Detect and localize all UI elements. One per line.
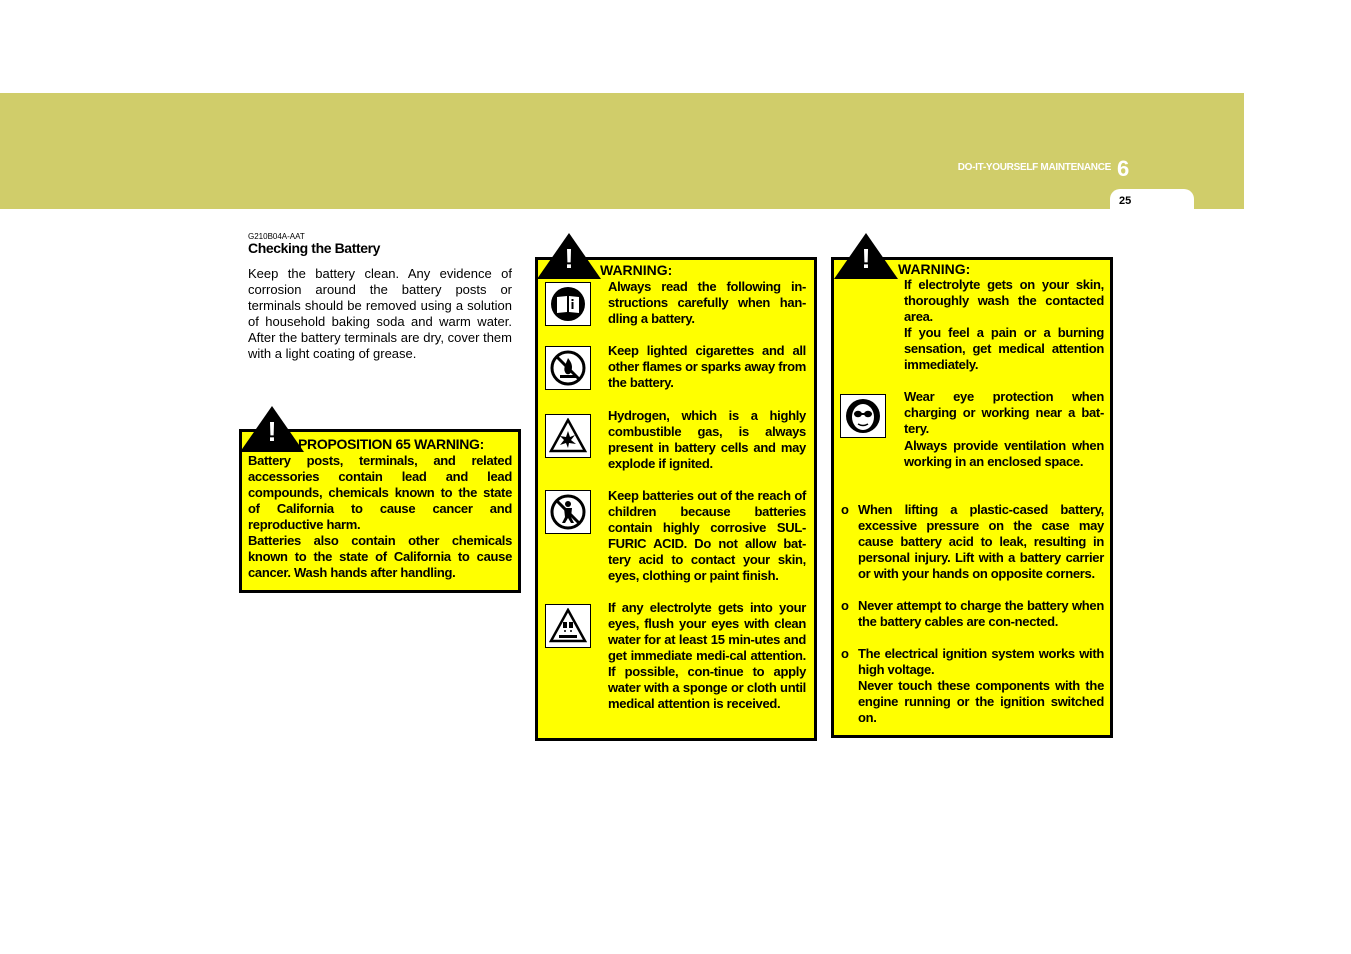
prop65-text-2: Batteries also contain other chemicals known to the state of California to cause cancer. Wash hands after handling. (248, 533, 512, 580)
bullet-item-2: Never attempt to charge the battery when the battery cables are con-nected. (858, 598, 1104, 629)
bullet-item-1: When lifting a plastic-cased battery, excessive pressure on the case may cause battery acid to leak, resulting in personal injury. Lift with a battery carrier or with your hands on opposite corners. (858, 502, 1104, 581)
section-title: DO-IT-YOURSELF MAINTENANCE (957, 162, 1111, 173)
warning-item-3: Hydrogen, which is a highly combustible gas, is always present in battery cells and may explode if ignited. (608, 408, 806, 471)
bullet-item-3: The electrical ignition system works with high voltage. Never touch these components with the engine running or the ignition switched on. (858, 646, 1104, 725)
page-heading: Checking the Battery (248, 240, 381, 256)
electrolyte-warning-title: WARNING: (898, 261, 971, 277)
exclamation-mark: ! (267, 416, 277, 447)
explosion-icon (545, 414, 591, 458)
electrolyte-text-2: If you feel a pain or a burning sensation, get medical attention immediately. (904, 325, 1104, 372)
battery-warning-title: WARNING: (600, 262, 673, 278)
eye-protection-icon (840, 394, 886, 438)
keep-children-away-icon (545, 490, 591, 534)
warning-item-5: If any electrolyte gets into your eyes, flush your eyes with clean water for at least 15 min-utes and get immediate medi-cal attention. If possible, con-tinue to apply water with a sponge or cloth until medical attention is received. (608, 600, 806, 711)
book-icon (545, 282, 591, 326)
bullet-marker: o (841, 502, 849, 517)
chapter-number: 6 (1117, 156, 1130, 181)
warning-item-2: Keep lighted cigarettes and all other flames or sparks away from the battery. (608, 343, 806, 390)
prop65-title: PROPOSITION 65 WARNING: (298, 436, 485, 452)
exclamation-mark: ! (564, 243, 574, 274)
body-paragraph: Keep the battery clean. Any evidence of corrosion around the battery posts or terminals should be removed using a solution of household baking soda and warm water. After the battery terminals are dry, cover them with a light coating of grease. (248, 266, 512, 361)
corrosive-icon (545, 604, 591, 648)
electrolyte-text-3: Wear eye protection when charging or working near a bat-tery. (904, 389, 1104, 436)
bullet-marker: o (841, 598, 849, 613)
bullet-marker: o (841, 646, 849, 661)
section-code: G210B04A-AAT (248, 232, 305, 241)
prop65-text-1: Battery posts, terminals, and related accessories contain lead and lead compounds, chemicals known to the state of California to cause cancer and reproductive harm. (248, 453, 512, 532)
exclamation-mark: ! (861, 243, 871, 274)
warning-item-4: Keep batteries out of the reach of children because batteries contain highly corrosive SUL-FURIC ACID. Do not allow bat-tery acid to contact your skin, eyes, clothing or paint finish. (608, 488, 806, 583)
warning-item-1: Always read the following in-structions carefully when han-dling a battery. (608, 279, 806, 326)
header-band (0, 93, 1244, 209)
electrolyte-text-1: If electrolyte gets on your skin, thoroughly wash the contacted area. (904, 277, 1104, 324)
electrolyte-text-4: Always provide ventilation when working in an enclosed space. (904, 438, 1104, 469)
page-number: 25 (1119, 195, 1132, 207)
no-flame-icon (545, 346, 591, 390)
